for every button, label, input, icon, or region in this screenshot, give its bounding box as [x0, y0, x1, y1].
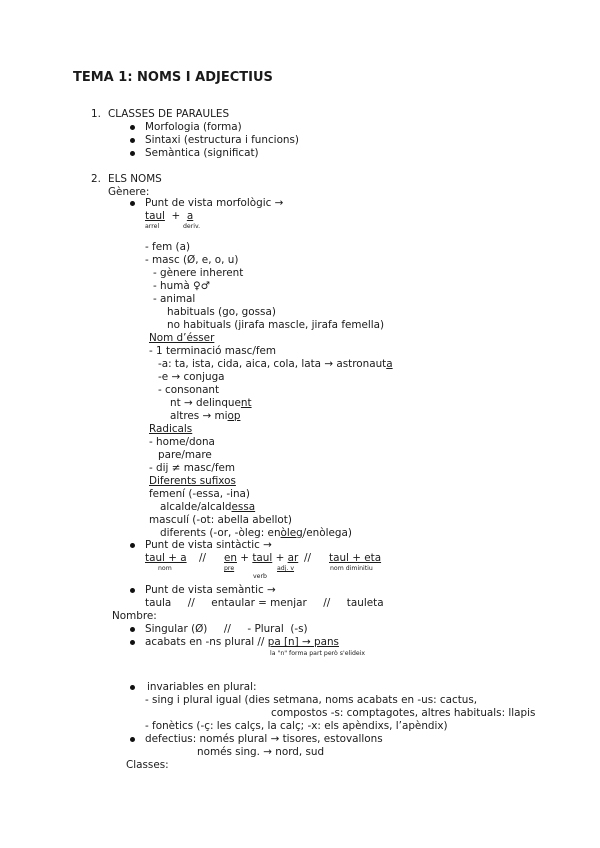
- text-line: diferents (-or, -òleg: enòleg/enòlega): [160, 527, 352, 539]
- radicals-heading: Radicals: [149, 423, 193, 435]
- text-line: - sing i plural igual (dies setmana, noms acabats en -us: cactus,: [145, 694, 478, 706]
- section-1-heading: CLASSES DE PARAULES: [108, 108, 230, 120]
- list-item: Singular (Ø) // - Plural (-s): [145, 623, 308, 635]
- text-line: - fem (a): [145, 241, 191, 253]
- text-line: -e → conjuga: [158, 371, 225, 383]
- page-title: TEMA 1: NOMS I ADJECTIUS: [73, 70, 273, 85]
- text-line: altres → miop: [170, 410, 241, 422]
- text-line: alcalde/alcaldessa: [160, 501, 256, 513]
- nom-label: nom: [158, 565, 172, 572]
- text-line: habituals (go, gossa): [167, 306, 276, 318]
- sufixos-heading: Diferents sufixos: [149, 475, 236, 487]
- text-line: - gènere inherent: [153, 267, 244, 279]
- text-line: - dij ≠ masc/fem: [149, 462, 236, 474]
- section-2-number: 2.: [91, 173, 101, 185]
- sint-group-1: taul + a: [145, 552, 187, 564]
- bullet-icon: [130, 138, 135, 143]
- text-line: nt → delinquent: [170, 397, 252, 409]
- text-line: pare/mare: [158, 449, 212, 461]
- semantic-label: Punt de vista semàntic →: [145, 584, 276, 596]
- text-line: només sing. → nord, sud: [197, 746, 325, 758]
- text-line: masculí (-ot: abella abellot): [149, 514, 292, 526]
- nom-dim-label: nom diminitiu: [330, 565, 373, 572]
- text-line: - fonètics (-ç: les calçs, la calç; -x: els apèndixs, l’apèndix): [145, 720, 448, 732]
- deriv-label: deriv.: [183, 223, 201, 230]
- separator: //: [304, 552, 312, 564]
- section-1-number: 1.: [91, 108, 101, 120]
- pre-label: pre: [224, 565, 235, 572]
- list-item: Sintaxi (estructura i funcions): [145, 134, 299, 146]
- text-line: compostos -s: comptagotes, altres habituals: llapis: [271, 707, 536, 719]
- list-item: Morfologia (forma): [145, 121, 242, 133]
- text-line: - 1 terminació masc/fem: [149, 345, 277, 357]
- text-line: - consonant: [158, 384, 220, 396]
- classes-label: Classes:: [126, 759, 169, 771]
- bullet-icon: [130, 627, 135, 632]
- annotation-note: la "n" forma part però s'elideix: [270, 650, 366, 657]
- morph-root: taul: [145, 210, 165, 222]
- semantic-examples: taula // entaular = menjar // tauleta: [145, 597, 384, 609]
- list-item: defectius: només plural → tisores, estovallons: [145, 733, 383, 745]
- text-line: - home/dona: [149, 436, 215, 448]
- text-line: no habituals (jirafa mascle, jirafa femella): [167, 319, 385, 331]
- bullet-icon: [130, 588, 135, 593]
- separator: //: [199, 552, 207, 564]
- text-line: femení (-essa, -ina): [149, 488, 250, 500]
- text-line: -a: ta, ista, cida, aica, cola, lata → astronauta: [158, 358, 393, 370]
- sint-group-2: en + taul + ar: [224, 552, 299, 564]
- adj-v-label: adj. v: [277, 565, 295, 572]
- section-2-heading: ELS NOMS: [108, 173, 162, 185]
- morph-plus: +: [171, 210, 181, 222]
- nombre-label: Nombre:: [112, 610, 157, 622]
- bullet-icon: [130, 737, 135, 742]
- bullet-icon: [130, 151, 135, 156]
- list-item: acabats en -ns plural // pa [n] → pans: [145, 636, 339, 648]
- text-line: - masc (Ø, e, o, u): [145, 254, 239, 266]
- bullet-icon: [130, 201, 135, 206]
- genere-label: Gènere:: [108, 186, 150, 198]
- sint-group-3: taul + eta: [329, 552, 382, 564]
- list-item: Semàntica (significat): [145, 147, 259, 159]
- verb-label: verb: [253, 573, 267, 580]
- text-line: - animal: [153, 293, 196, 305]
- morfologic-label: Punt de vista morfològic →: [145, 197, 284, 209]
- bullet-icon: [130, 640, 135, 645]
- arrel-label: arrel: [145, 223, 160, 230]
- bullet-icon: [130, 685, 135, 690]
- nom-esser-heading: Nom d’ésser: [149, 332, 215, 344]
- bullet-icon: [130, 125, 135, 130]
- morph-suffix: a: [186, 210, 194, 222]
- morph-formula: [145, 210, 193, 222]
- sintactic-label: Punt de vista sintàctic →: [145, 539, 272, 551]
- text-line: - humà ♀♂: [153, 280, 210, 292]
- list-item: invariables en plural:: [147, 681, 257, 693]
- bullet-icon: [130, 543, 135, 548]
